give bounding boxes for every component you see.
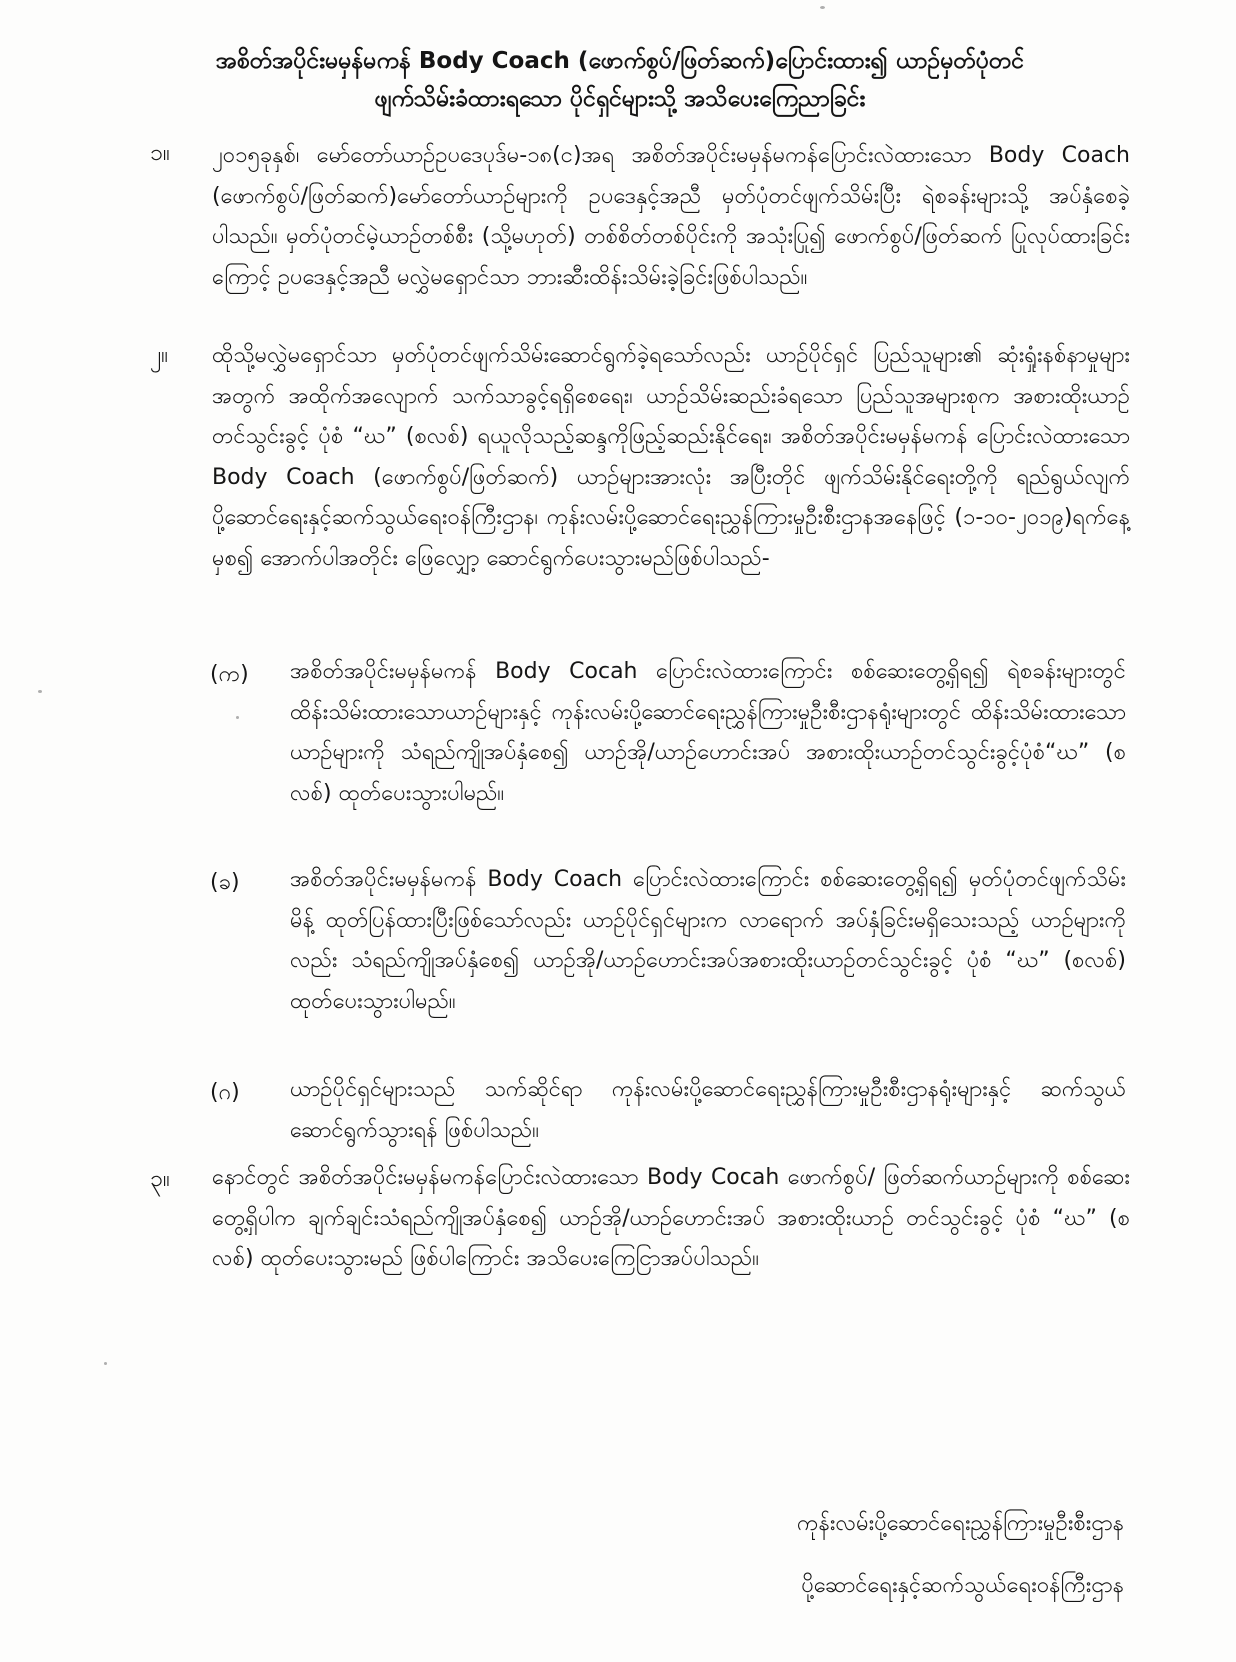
scan-speck — [104, 1362, 107, 1365]
scan-speck — [38, 690, 42, 693]
signature-ministry: ပို့ဆောင်ရေးနှင့်ဆက်သွယ်ရေးဝန်ကြီးဌာန — [801, 1573, 1124, 1598]
sub-item-number: (ခ) — [210, 870, 240, 895]
paragraph-number: ၂။ — [150, 342, 169, 368]
sub-item-text: အစိတ်အပိုင်းမမှန်မကန် Body Cocah ပြောင်းလဲထားကြောင်း စစ်ဆေးတွေ့ရှိရ၍ ရဲစခန်းများတွင် ထိန်းသိမ်းထားသောယာဉ်များနှင့် ကုန်းလမ်းပို့ဆောင်ရေးညွှန်ကြားမှုဦးစီးဌာနရုံးများတွင် ထိန်းသိမ်းထားသော ယာဉ်များကို သံရည်ကျိုအပ်နှံစေ၍ ယာဉ်အို/ယာဉ်ဟောင်းအပ် အစားထိုးယာဉ်တင်သွင်းခွင့်ပုံစံ“ဃ” (စလစ်) ထုတ်ပေးသွားပါမည်။ — [290, 659, 1126, 806]
scan-speck — [820, 6, 825, 9]
sub-item-text: ယာဉ်ပိုင်ရှင်များသည် သက်ဆိုင်ရာ ကုန်းလမ်းပို့ဆောင်ရေးညွှန်ကြားမှုဦးစီးဌာနရုံးများနှင့် ဆက်သွယ်ဆောင်ရွက်သွားရန် ဖြစ်ပါသည်။ — [290, 1077, 1126, 1143]
title-line-1: အစိတ်အပိုင်းမမှန်မကန် Body Coach (ဖောက်စွပ်/ဖြတ်ဆက်)ပြောင်းထား၍ ယာဉ်မှတ်ပုံတင် — [215, 48, 1025, 74]
paragraph-text: ၂၀၁၅ခုနှစ်၊ မော်တော်ယာဉ်ဥပဒေပုဒ်မ-၁၈(င)အရ အစိတ်အပိုင်းမမှန်မကန်ပြောင်းလဲထားသော Body Coach (ဖောက်စွပ်/ဖြတ်ဆက်)မော်တော်ယာဉ်များကို ဥပဒေနှင့်အညီ မှတ်ပုံတင်ဖျက်သိမ်းပြီး ရဲစခန်းများသို့ အပ်နှံစေခဲ့ပါသည်။ မှတ်ပုံတင်မဲ့ယာဉ်တစ်စီး (သို့မဟုတ်) တစ်စိတ်တစ်ပိုင်းကို အသုံးပြု၍ ဖောက်စွပ်/ဖြတ်ဆက် ပြုလုပ်ထားခြင်းကြောင့် ဥပဒေနှင့်အညီ မလွှဲမရှောင်သာ ဘားဆီးထိန်းသိမ်းခဲ့ခြင်းဖြစ်ပါသည်။ — [212, 143, 1130, 290]
scan-speck — [236, 716, 239, 719]
paragraph-text: ထိုသို့မလွှဲမရှောင်သာ မှတ်ပုံတင်ဖျက်သိမ်းဆောင်ရွက်ခဲ့ရသော်လည်း ယာဉ်ပိုင်ရှင် ပြည်သူများ၏ ဆုံးရှုံးနစ်နာမှုများအတွက် အထိုက်အလျောက် သက်သာခွင့်ရရှိစေရေး၊ ယာဉ်သိမ်းဆည်းခံရသော ပြည်သူအများစုက အစားထိုးယာဉ်တင်သွင်းခွင့် ပုံစံ “ဃ” (စလစ်) ရယူလိုသည့်ဆန္ဒကိုဖြည့်ဆည်းနိုင်ရေး၊ အစိတ်အပိုင်းမမှန်မကန် ပြောင်းလဲထားသော Body Coach (ဖောက်စွပ်/ဖြတ်ဆက်) ယာဉ်များအားလုံး အပြီးတိုင် ဖျက်သိမ်းနိုင်ရေးတို့ကို ရည်ရွယ်လျက် ပို့ဆောင်ရေးနှင့်ဆက်သွယ်ရေးဝန်ကြီးဌာန၊ ကုန်းလမ်းပို့ဆောင်ရေးညွှန်ကြားမှုဦးစီးဌာနအနေဖြင့် (၁-၁၀-၂၀၁၉)ရက်နေ့မှစ၍ အောက်ပါအတိုင်း ဖြေလျှော့ ဆောင်ရွက်ပေးသွားမည်ဖြစ်ပါသည်- — [212, 343, 1130, 571]
sub-item-number: (က) — [210, 662, 249, 687]
title-line-2: ဖျက်သိမ်းခံထားရသော ပိုင်ရှင်များသို့ အသိပေးကြေညာခြင်း — [374, 86, 866, 112]
paragraph-number: ၁။ — [150, 140, 170, 166]
signature-department: ကုန်းလမ်းပို့ဆောင်ရေးညွှန်ကြားမှုဦးစီးဌာန — [796, 1511, 1124, 1536]
paragraph-number: ၃။ — [150, 1166, 170, 1192]
sub-item-number: (ဂ) — [210, 1080, 240, 1105]
paragraph-text: နောင်တွင် အစိတ်အပိုင်းမမှန်မကန်ပြောင်းလဲထားသော Body Cocah ဖောက်စွပ်/ ဖြတ်ဆက်ယာဉ်များကို စစ်ဆေးတွေ့ရှိပါက ချက်ချင်းသံရည်ကျိုအပ်နှံစေ၍ ယာဉ်အို/ယာဉ်ဟောင်းအပ် အစားထိုးယာဉ် တင်သွင်းခွင့် ပုံစံ “ဃ” (စလစ်) ထုတ်ပေးသွားမည် ဖြစ်ပါကြောင်း အသိပေးကြေငြာအပ်ပါသည်။ — [212, 1165, 1130, 1271]
sub-item-text: အစိတ်အပိုင်းမမှန်မကန် Body Coach ပြောင်းလဲထားကြောင်း စစ်ဆေးတွေ့ရှိရ၍ မှတ်ပုံတင်ဖျက်သိမ်းမိန့် ထုတ်ပြန်ထားပြီးဖြစ်သော်လည်း ယာဉ်ပိုင်ရှင်များက လာရောက် အပ်နှံခြင်းမရှိသေးသည့် ယာဉ်များကိုလည်း သံရည်ကျိုအပ်နှံစေ၍ ယာဉ်အို/ယာဉ်ဟောင်းအပ်အစားထိုးယာဉ်တင်သွင်းခွင့် ပုံစံ “ဃ” (စလစ်) ထုတ်ပေးသွားပါမည်။ — [290, 867, 1126, 1014]
